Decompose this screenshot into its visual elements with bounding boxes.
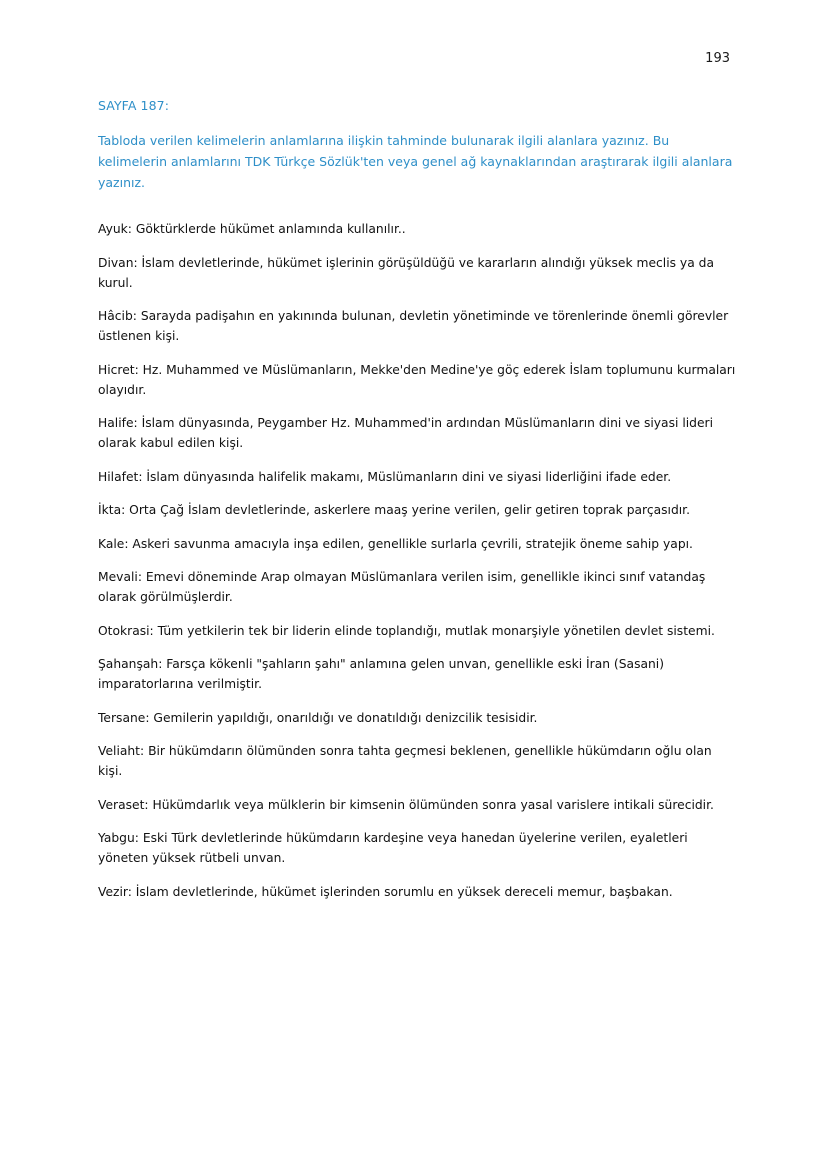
definition-term: Mevali: [98, 570, 142, 584]
definition-item [98, 795, 738, 815]
definition-item [98, 621, 738, 641]
definition-term: Hilafet: [98, 469, 143, 484]
definition-term: Tersane: [98, 710, 150, 725]
definition-term: Hâcib: [98, 309, 137, 323]
page-number: 193 [705, 51, 730, 66]
definition-item [98, 882, 738, 902]
definition-item [98, 306, 738, 346]
definition-item [98, 654, 738, 694]
definition-term: Yabgu: [98, 831, 139, 845]
definition-meaning: Göktürklerde hükümet anlamında kullanılır.. [131, 222, 406, 236]
definition-meaning: İslam dünyasında halifelik makamı, Müslümanların dini ve siyasi liderliğini ifade eder. [142, 469, 672, 484]
definition-term: Ayuk: [98, 222, 132, 236]
definition-item [98, 253, 738, 293]
definition-meaning: Tüm yetkilerin tek bir liderin elinde toplandığı, mutlak monarşiyle yönetilen devlet sistemi. [153, 623, 715, 638]
definition-meaning: Askeri savunma amacıyla inşa edilen, genellikle surlarla çevrili, stratejik öneme sahip yapı. [128, 536, 693, 551]
definition-meaning: Sarayda padişahın en yakınında bulunan, devletin yönetiminde ve törenlerinde önemli görevler üstlenen kişi. [98, 309, 729, 343]
definition-term: Kale: [98, 536, 129, 551]
definition-term: Veliaht: [98, 744, 145, 758]
definition-item [98, 741, 738, 781]
definition-meaning: İslam dünyasında, Peygamber Hz. Muhammed'in ardından Müslümanların dini ve siyasi lideri olarak kabul edilen kişi. [98, 416, 713, 450]
definition-item [98, 828, 738, 868]
definition-item [98, 708, 738, 728]
definition-term: Otokrasi: [98, 623, 154, 638]
definition-meaning: Bir hükümdarın ölümünden sonra tahta geçmesi beklenen, genellikle hükümdarın oğlu olan kişi. [98, 744, 712, 778]
instructions-text: Tabloda verilen kelimelerin anlamlarına ilişkin tahminde bulunarak ilgili alanlara yazınız. Bu kelimelerin anlamlarını TDK Türkçe Sözlük'ten veya genel ağ kaynaklarından araştırarak ilgili alanlara yazınız. [98, 133, 733, 190]
definition-term: Veraset: [98, 797, 149, 812]
definition-meaning: İslam devletlerinde, hükümet işlerinden sorumlu en yüksek dereceli memur, başbakan. [131, 884, 673, 899]
definition-item [98, 360, 738, 400]
definition-meaning: Hz. Muhammed ve Müslümanların, Mekke'den Medine'ye göç ederek İslam toplumunu kurmaları olayıdır. [98, 362, 736, 397]
definition-meaning: Eski Türk devletlerinde hükümdarın kardeşine veya hanedan üyelerine verilen, eyaletleri yöneten yüksek rütbeli unvan. [98, 831, 688, 865]
definition-item [98, 413, 738, 453]
definition-item [98, 219, 738, 239]
section-title: SAYFA 187: [98, 98, 170, 113]
definition-term: Halife: [98, 416, 138, 430]
definition-meaning: Orta Çağ İslam devletlerinde, askerlere maaş yerine verilen, gelir getiren toprak parçasıdır. [125, 503, 691, 517]
section-header [98, 98, 738, 193]
definition-meaning: Hükümdarlık veya mülklerin bir kimsenin ölümünden sonra yasal varislere intikali sürecidir. [148, 797, 714, 812]
definition-item [98, 567, 738, 607]
definition-meaning: Farsça kökenli "şahların şahı" anlamına gelen unvan, genellikle eski İran (Sasani) imparatorlarına verilmiştir. [98, 657, 665, 691]
definition-meaning: İslam devletlerinde, hükümet işlerinin görüşüldüğü ve kararların alındığı yüksek meclis ya da kurul. [98, 255, 714, 290]
definition-item [98, 467, 738, 487]
definition-item [98, 500, 738, 520]
definition-meaning: Gemilerin yapıldığı, onarıldığı ve donatıldığı denizcilik tesisidir. [149, 710, 538, 725]
definition-item [98, 534, 738, 554]
definition-term: İkta: [98, 503, 126, 517]
definition-meaning: Emevi döneminde Arap olmayan Müslümanlara verilen isim, genellikle ikinci sınıf vatandaş olarak görülmüşlerdir. [98, 570, 706, 604]
definitions-list [98, 219, 738, 915]
definition-term: Şahanşah: [98, 657, 163, 671]
definition-term: Vezir: [98, 884, 132, 899]
definition-term: Divan: [98, 255, 138, 270]
definition-term: Hicret: [98, 362, 139, 377]
